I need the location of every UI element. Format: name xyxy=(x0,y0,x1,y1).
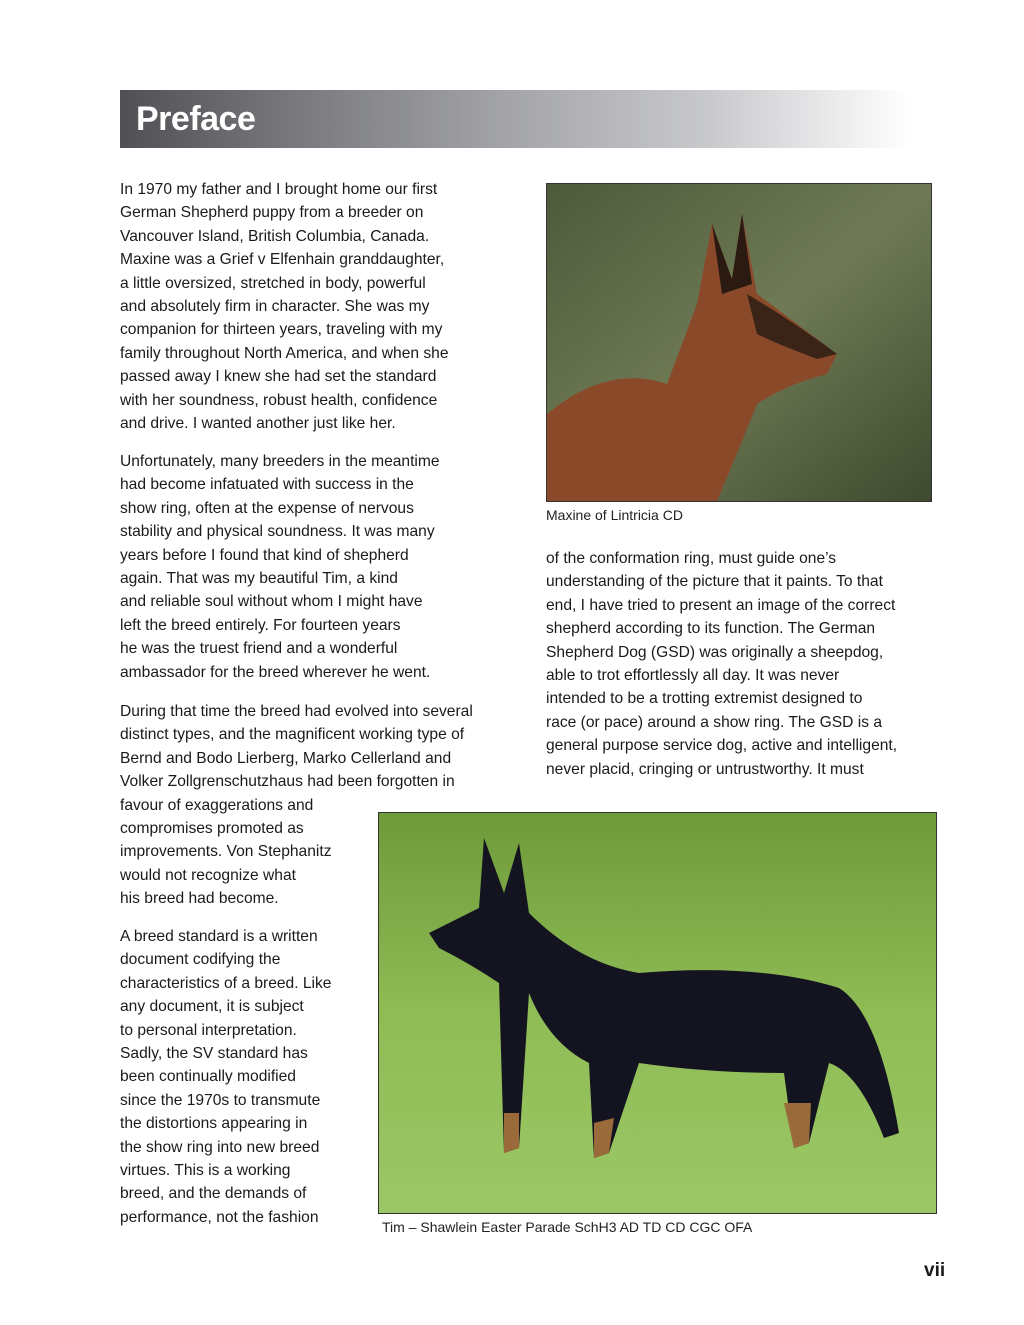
text-line: end, I have tried to present an image of the correct xyxy=(546,596,896,614)
text-line: and drive. I wanted another just like her. xyxy=(120,414,396,432)
text-line: able to trot effortlessly all day. It was never xyxy=(546,666,840,684)
text-line: had become infatuated with success in the xyxy=(120,476,414,494)
paragraph-4 xyxy=(120,925,331,1229)
figure-caption: Maxine of Lintricia CD xyxy=(546,507,683,523)
paragraph-1 xyxy=(120,178,449,435)
text-line: compromises promoted as xyxy=(120,819,304,837)
text-line: a little oversized, stretched in body, powerful xyxy=(120,274,426,292)
text-line: left the breed entirely. For fourteen years xyxy=(120,616,401,634)
text-line: show ring, often at the expense of nervous xyxy=(120,499,414,517)
text-line: with her soundness, robust health, confidence xyxy=(120,391,438,409)
text-line: understanding of the picture that it paints. To that xyxy=(546,573,883,591)
text-line: During that time the breed had evolved into several xyxy=(120,703,473,720)
right-column-text xyxy=(546,547,897,781)
figure-caption: Tim – Shawlein Easter Parade SchH3 AD TD CD CGC OFA xyxy=(382,1219,753,1235)
text-line: performance, not the fashion xyxy=(120,1208,319,1226)
text-line: favour of exaggerations and xyxy=(120,796,314,814)
text-line: breed, and the demands of xyxy=(120,1185,307,1203)
text-line: characteristics of a breed. Like xyxy=(120,974,332,992)
text-line: any document, it is subject xyxy=(120,998,304,1016)
text-line: Bernd and Bodo Lierberg, Marko Cellerland and xyxy=(120,749,452,767)
text-line: to personal interpretation. xyxy=(120,1021,297,1039)
text-line: A breed standard is a written xyxy=(120,928,318,945)
text-line: race (or pace) around a show ring. The GSD is a xyxy=(546,713,883,731)
text-line: Vancouver Island, British Columbia, Canada. xyxy=(120,227,430,245)
text-line: German Shepherd puppy from a breeder on xyxy=(120,204,424,222)
text-line: the distortions appearing in xyxy=(120,1115,308,1133)
text-line: Unfortunately, many breeders in the meantime xyxy=(120,453,440,470)
text-line: document codifying the xyxy=(120,951,281,969)
text-line: stability and physical soundness. It was many xyxy=(120,523,435,541)
text-line: been continually modified xyxy=(120,1068,296,1086)
text-line: passed away I knew she had set the standard xyxy=(120,368,437,386)
text-line: would not recognize what xyxy=(120,866,296,884)
text-line: intended to be a trotting extremist designed to xyxy=(546,690,863,708)
text-line: In 1970 my father and I brought home our first xyxy=(120,181,438,198)
text-line: years before I found that kind of shepherd xyxy=(120,546,409,564)
text-line: his breed had become. xyxy=(120,890,279,908)
paragraph-2 xyxy=(120,450,440,684)
text-line: companion for thirteen years, traveling with my xyxy=(120,321,443,339)
text-line: he was the truest friend and a wonderful xyxy=(120,640,398,658)
photo-maxine xyxy=(546,183,932,502)
text-line: and reliable soul without whom I might have xyxy=(120,593,423,611)
text-line: since the 1970s to transmute xyxy=(120,1091,321,1109)
page-title: Preface xyxy=(136,100,256,138)
photo-tim xyxy=(378,812,937,1214)
text-line: Shepherd Dog (GSD) was originally a sheepdog, xyxy=(546,643,884,661)
page-number: vii xyxy=(924,1260,946,1281)
preface-heading-banner xyxy=(120,90,910,148)
text-line: ambassador for the breed wherever he went. xyxy=(120,663,431,681)
text-line: Maxine was a Grief v Elfenhain granddaughter, xyxy=(120,251,445,269)
text-line: shepherd according to its function. The German xyxy=(546,620,876,638)
text-line: general purpose service dog, active and intelligent, xyxy=(546,737,898,755)
text-line: improvements. Von Stephanitz xyxy=(120,843,332,861)
text-line: of the conformation ring, must guide one’s xyxy=(546,550,837,567)
text-line: never placid, cringing or untrustworthy. It must xyxy=(546,760,864,778)
text-line: virtues. This is a working xyxy=(120,1161,291,1179)
text-line: Sadly, the SV standard has xyxy=(120,1044,308,1062)
text-line: and absolutely firm in character. She was my xyxy=(120,297,430,315)
text-line: the show ring into new breed xyxy=(120,1138,320,1156)
text-line: distinct types, and the magnificent working type of xyxy=(120,726,465,744)
text-line: Volker Zollgrenschutzhaus had been forgotten in xyxy=(120,773,455,791)
text-line: family throughout North America, and when she xyxy=(120,344,449,362)
text-line: again. That was my beautiful Tim, a kind xyxy=(120,569,398,587)
